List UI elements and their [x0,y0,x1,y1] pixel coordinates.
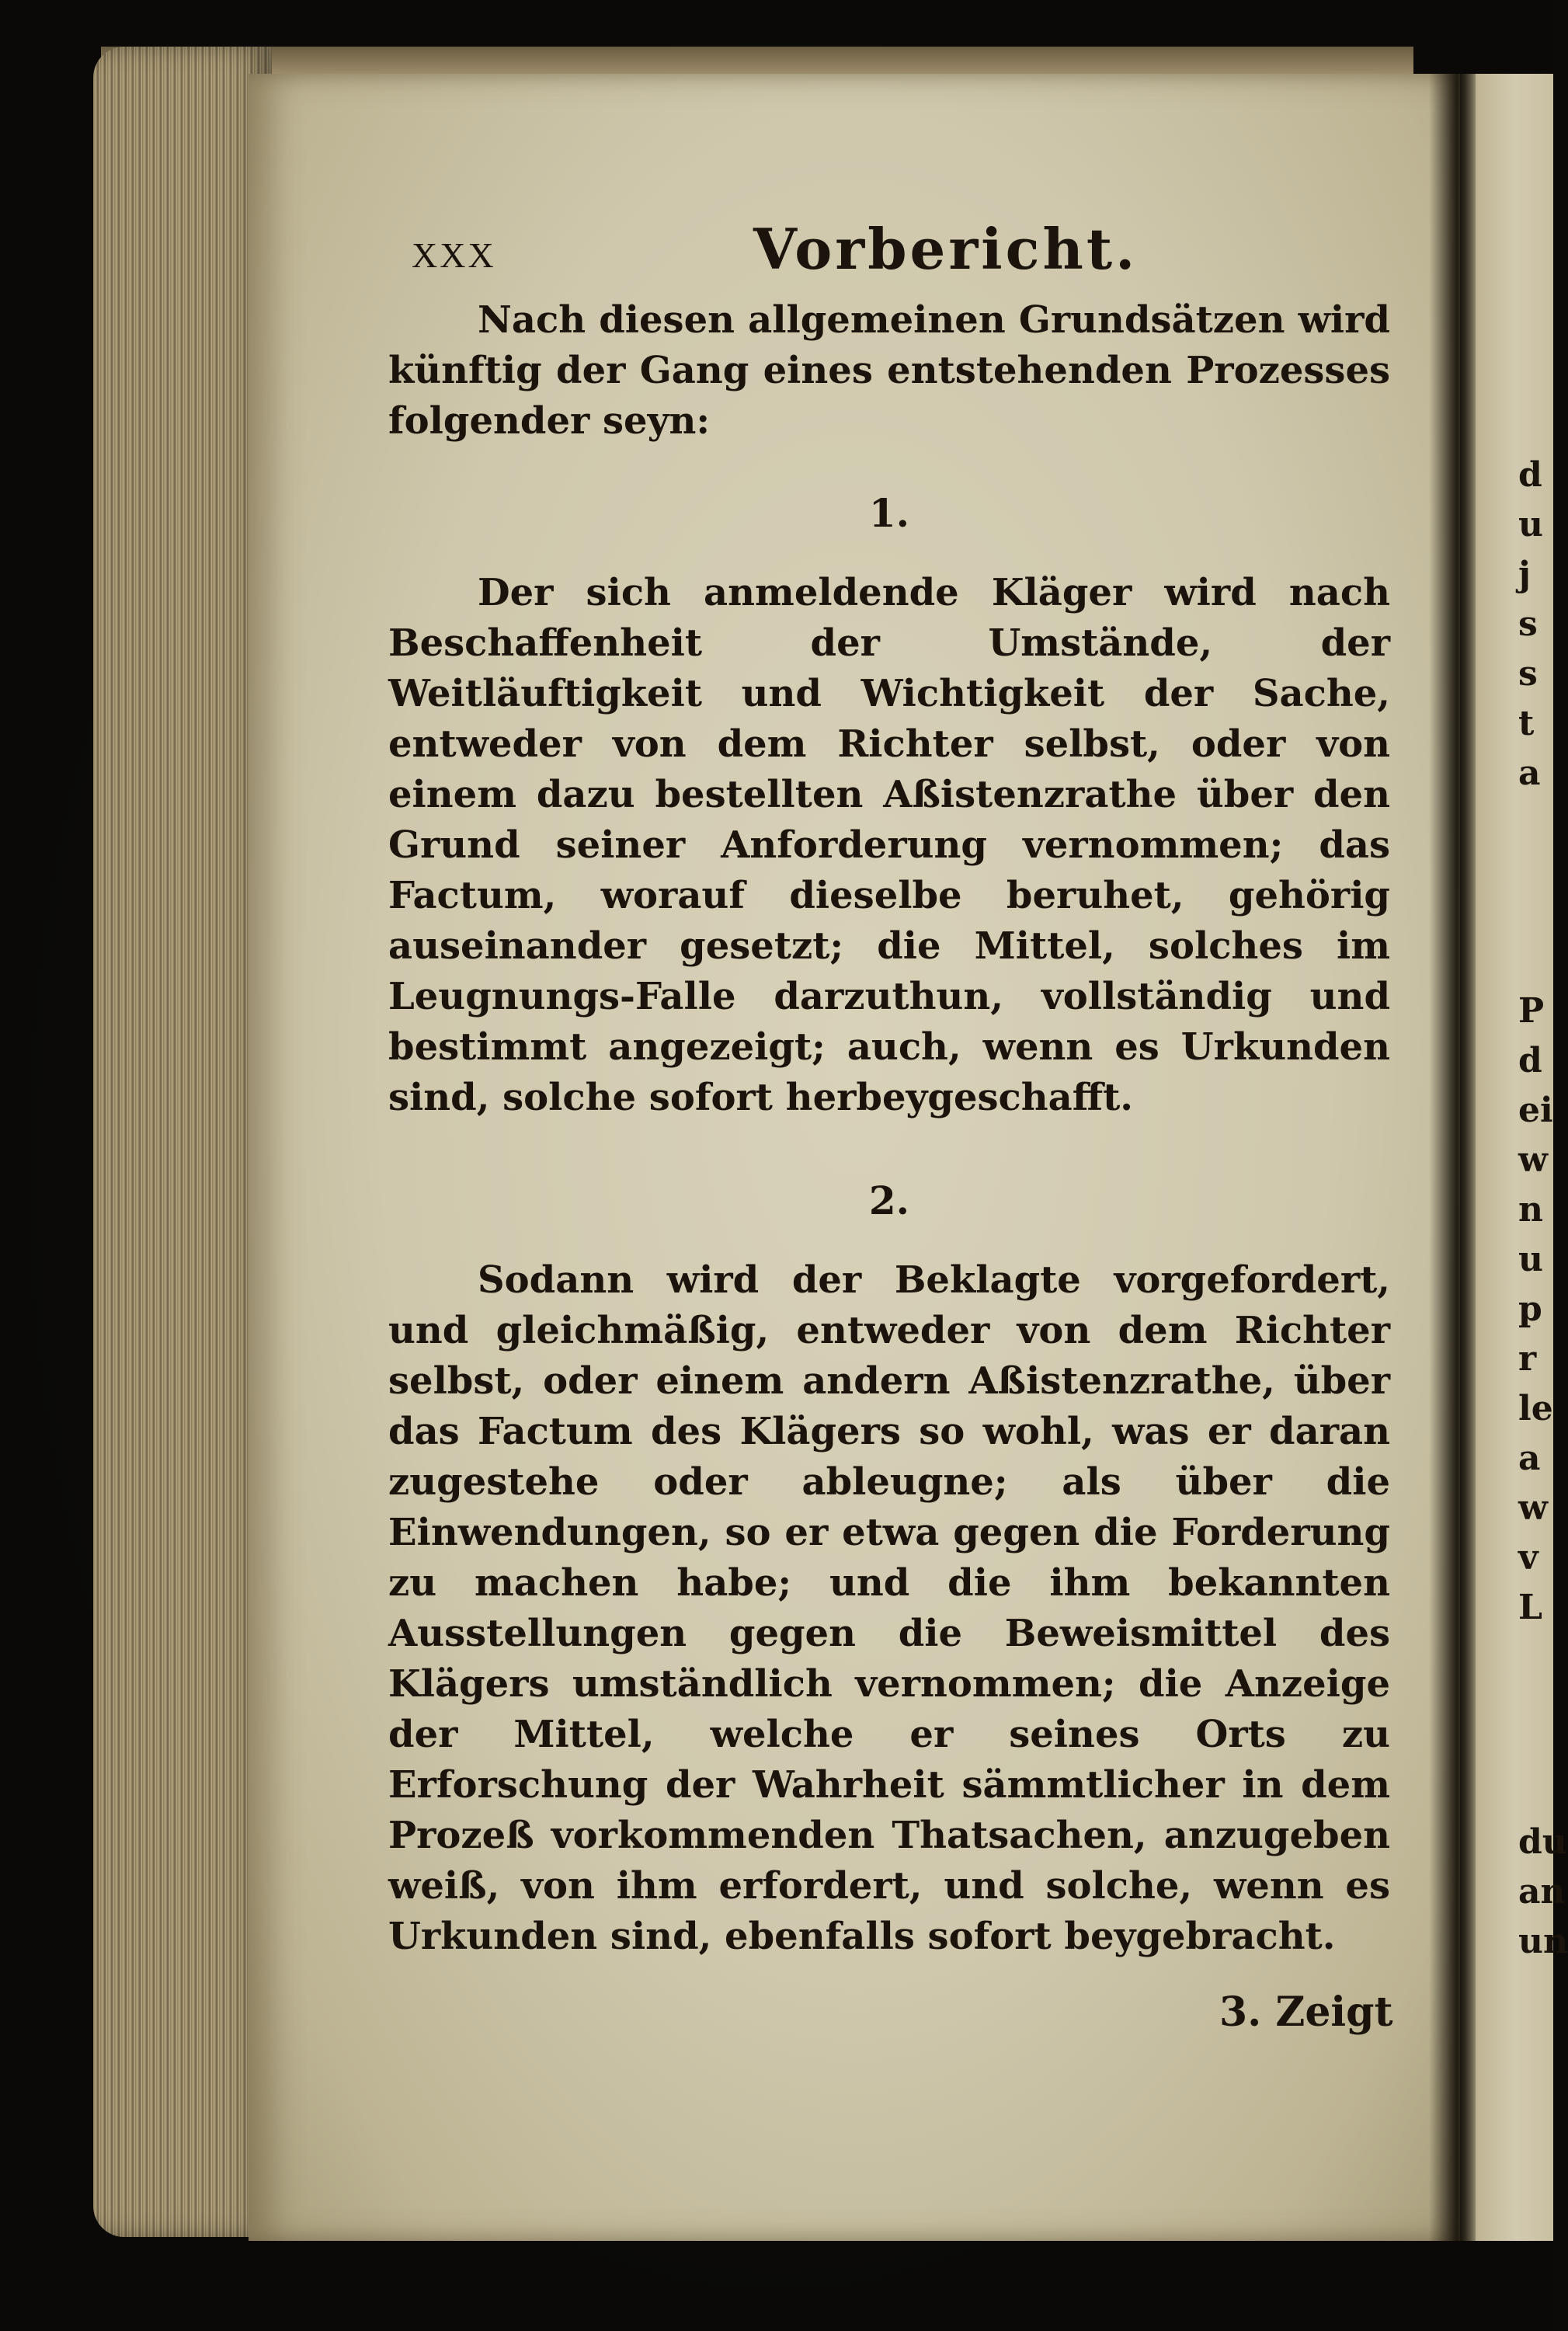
facing-fragment: P [1518,991,1545,1031]
page-text [388,210,1390,1962]
facing-page-fragments-3 [1518,1818,1568,1967]
section-paragraph-1: Der sich anmeldende Kläger wird nach Beschaffenheit der Umstände, der Weitläuftigkeit und Wichtigkeit der Sache, entweder von dem Richter selbst, oder von einem dazu bestellten Aßistenzrathe über den Grund seiner Anforderung vernommen; das Factum, worauf dieselbe beruhet, gehörig auseinander gesetzt; die Mittel, solches im Leugnungs-Falle darzuthun, vollständig und bestimmt angezeigt; auch, wenn es Urkunden sind, solche sofort herbeygeschafft. [388,571,1390,1119]
facing-fragment: n [1518,1190,1543,1230]
facing-fragment: t [1518,704,1535,743]
facing-fragment: ei [1518,1091,1553,1130]
facing-fragment: un [1518,1922,1568,1961]
facing-page-fragments-2 [1518,986,1565,1633]
facing-fragment: an [1518,1872,1566,1912]
facing-fragment: w [1518,1488,1548,1528]
facing-fragment: s [1518,604,1538,644]
facing-fragment: a [1518,1439,1541,1478]
section-number-2: 2. [868,1178,910,1223]
page-number: XXX [412,235,496,275]
facing-fragment: d [1518,1041,1542,1080]
facing-fragment: v [1518,1538,1538,1578]
catchword: 3. Zeigt [1219,1988,1393,2036]
page-header [388,210,1390,295]
section-paragraph-2: Sodann wird der Beklagte vorgefordert, und gleichmäßig, entweder von dem Richter selbst, oder einem andern Aßistenzrathe, über das Factum des Klägers so wohl, was er daran zugestehe oder ableugne; als über die Einwendungen, so er etwa gegen die Forderung zu machen habe; und die ihm bekannten Ausstellungen gegen die Beweismittel des Klägers umständlich vernommen; die Anzeige der Mittel, welche er seines Orts zu Erforschung der Wahrheit sämmtlicher in dem Prozeß vorkommenden Thatsachen, anzugeben weiß, von ihm erfordert, und solche, wenn es Urkunden sind, ebenfalls sofort beygebracht. [388,1258,1390,1958]
facing-fragment: L [1518,1588,1542,1627]
page-gutter [1429,74,1476,2241]
facing-fragment: u [1518,1240,1543,1279]
intro-paragraph: Nach diesen allgemeinen Grundsätzen wird künftig der Gang eines entstehenden Prozesses folgender seyn: [388,298,1390,443]
facing-fragment: r [1518,1339,1537,1379]
facing-fragment: j [1518,555,1531,594]
section-number-1: 1. [868,490,910,536]
facing-fragment: p [1518,1289,1542,1329]
running-title: Vorbericht. [753,216,1139,282]
facing-fragment: u [1518,505,1543,544]
facing-fragment: le [1518,1389,1553,1428]
facing-fragment: a [1518,753,1541,793]
facing-page-fragments-1 [1518,451,1565,798]
facing-fragment: d [1518,455,1542,495]
facing-fragment: du [1518,1822,1567,1862]
book-page-edges [93,47,272,2237]
book-cover-edge [101,47,1413,78]
facing-fragment: w [1518,1140,1548,1180]
facing-fragment: s [1518,654,1538,694]
